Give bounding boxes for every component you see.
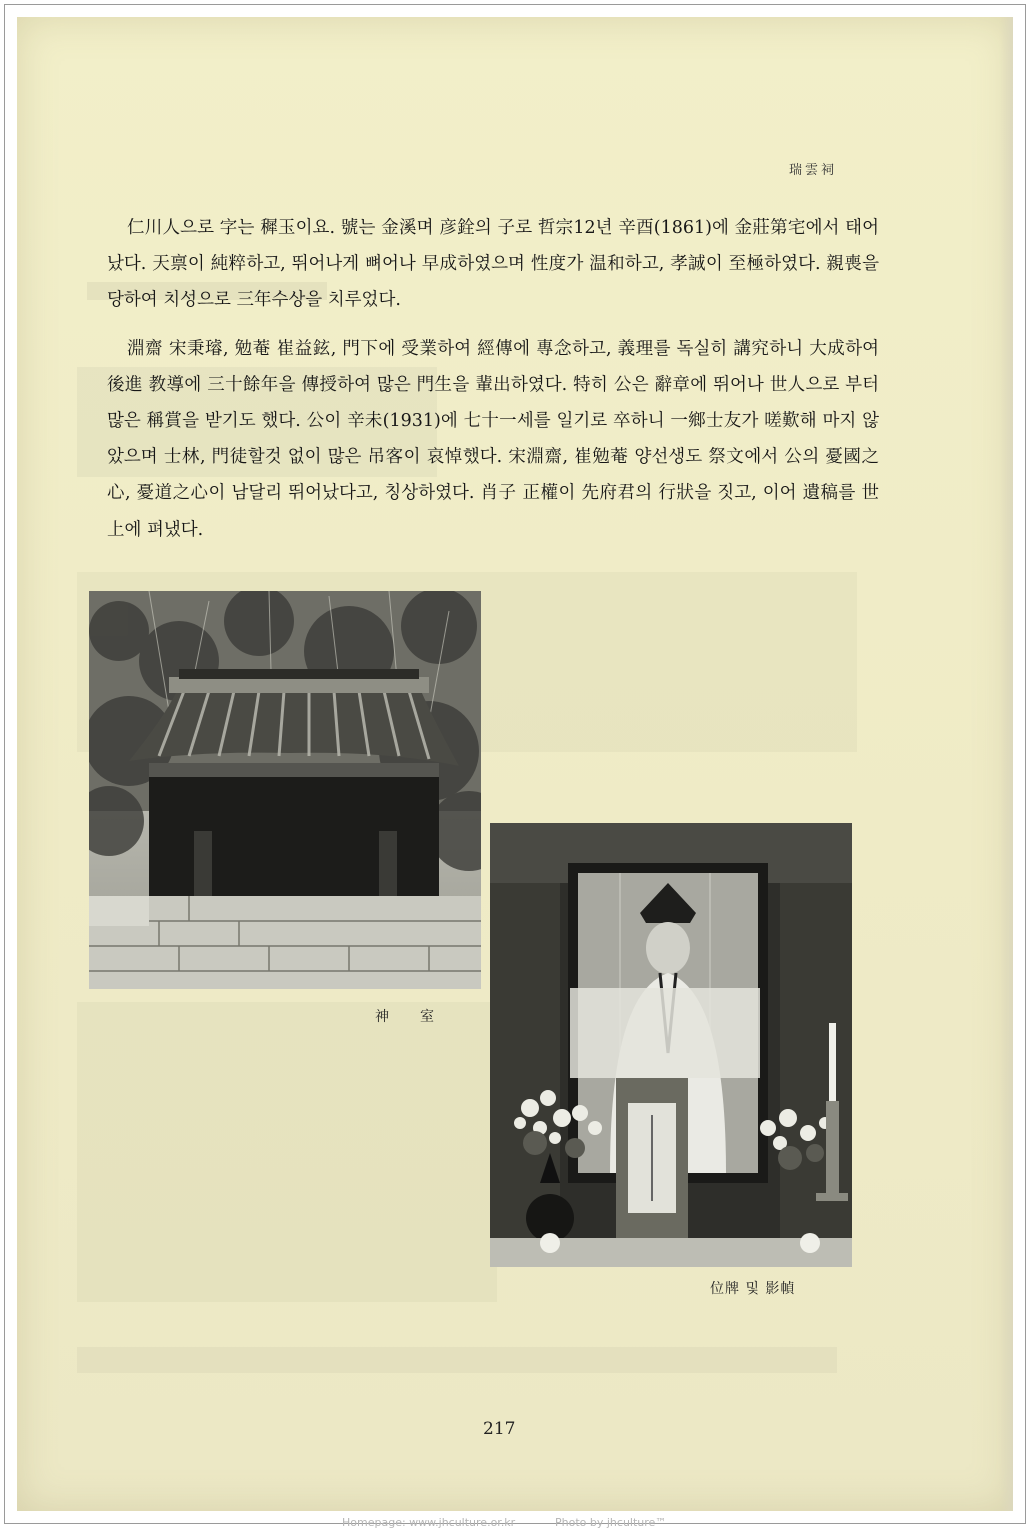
footer xyxy=(0,1514,1032,1534)
bleed-through-4 xyxy=(77,1002,497,1302)
shrine-caption: 神 室 xyxy=(375,1009,435,1025)
running-head: 瑞雲祠 xyxy=(788,163,837,178)
page-number: 217 xyxy=(483,1419,516,1439)
footer-homepage: Homepage: www.jhculture.or.kr xyxy=(342,1516,516,1529)
bleed-through-5 xyxy=(77,1347,837,1373)
footer-photo-credit: Photo by jhculture™ xyxy=(555,1516,667,1529)
body-text xyxy=(107,210,879,548)
paragraph-2: 淵齋 宋秉璿, 勉菴 崔益鉉, 門下에 受業하여 經傳에 專念하고, 義理를 독실히 講究하니 大成하여 後進 教導에 三十餘年을 傳授하여 많은 門生을 輩出하였다. 特히 公은 辭章에 뛰어나 世人으로 부터 많은 稱賞을 받기도 했다. 公이 辛未(1931)에 七十一세를 일기로 卒하니 一鄉士友가 嗟歎해 마지 않았으며 士林, 門徒할것 없이 많은 吊客이 哀悼했다. 宋淵齋, 崔勉菴 양선생도 祭文에서 公의 憂國之心, 憂道之心이 남달리 뛰어났다고, 칭상하였다. 肖子 正權이 先府君의 行狀을 짓고, 이어 遺稿를 世上에 펴냈다. xyxy=(107,338,879,540)
paragraph-1: 仁川人으로 字는 穉玉이요. 號는 金溪며 彦銓의 子로 哲宗12년 辛酉(1861)에 金莊第宅에서 태어났다. 天禀이 純粹하고, 뛰어나게 뼈어나 早成하였으며 性度가 温和하고, 孝誠이 至極하였다. 親喪을 당하여 치성으로 三年수상을 치루었다. xyxy=(107,218,879,311)
book-page xyxy=(17,17,1013,1511)
portrait-caption: 位牌 및 影幀 xyxy=(710,1281,796,1297)
shrine-photo xyxy=(89,591,481,989)
portrait-photo xyxy=(490,823,852,1267)
